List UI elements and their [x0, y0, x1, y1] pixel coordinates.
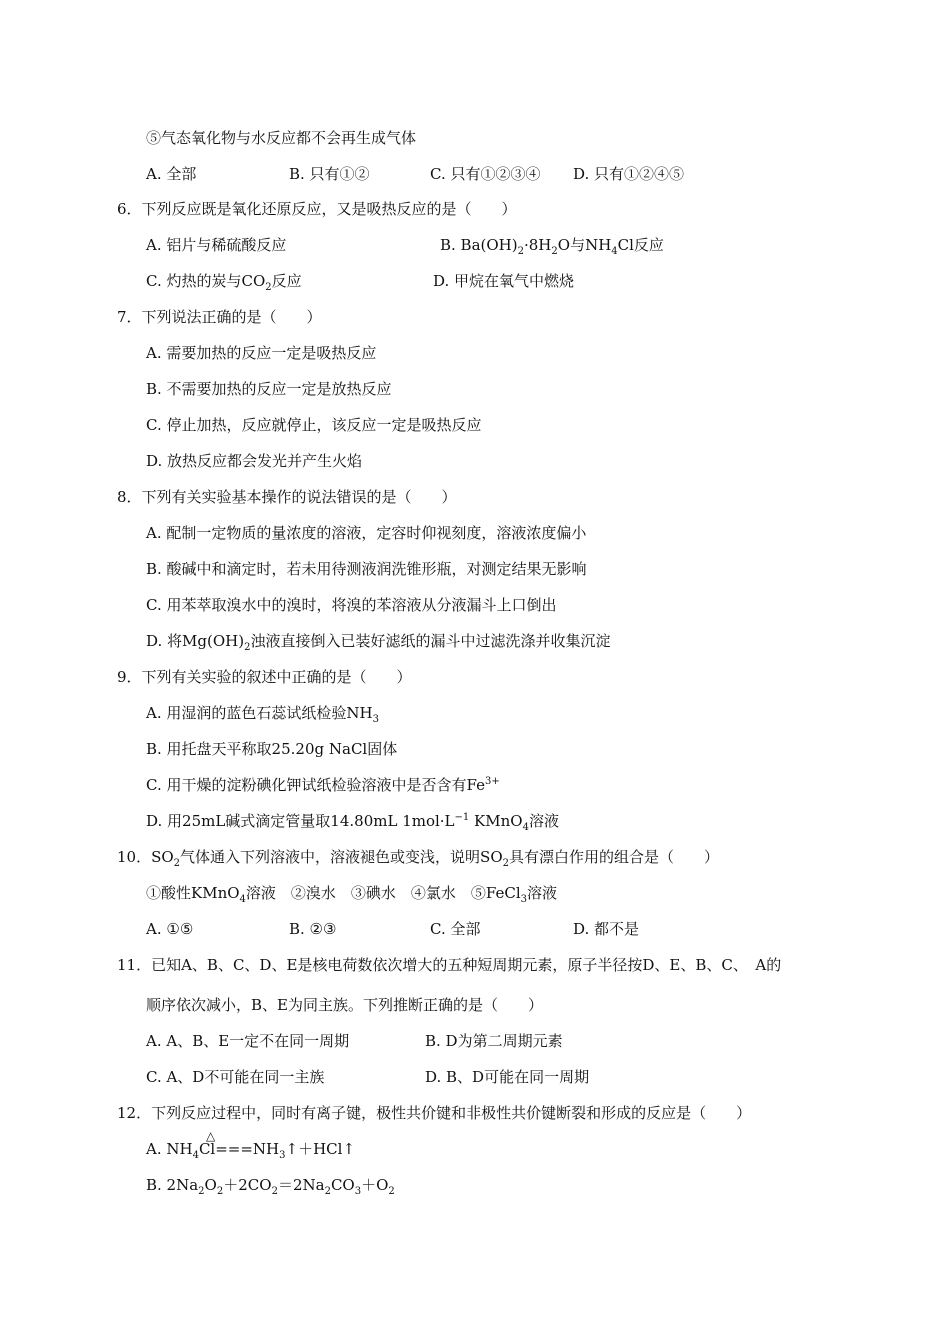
q8-option-a: A. 配制一定物质的量浓度的溶液，定容时仰视刻度，溶液浓度偏小: [146, 524, 587, 542]
q10-option-d: D. 都不是: [573, 920, 640, 938]
q12-stem: 12．下列反应过程中，同时有离子键，极性共价键和非极性共价键断裂和形成的反应是（ ）: [117, 1104, 752, 1122]
q5-option-b: B. 只有①②: [289, 165, 370, 183]
q9-stem: 9．下列有关实验的叙述中正确的是（ ）: [117, 668, 412, 686]
q11-stem-line-1: 11．已知A、B、C、D、E是核电荷数依次增大的五种短周期元素，原子半径按D、E、B、C、 A的: [117, 956, 782, 974]
q9-option-b: B. 用托盘天平称取25.20g NaCl固体: [146, 740, 398, 758]
q10-option-b: B. ②③: [289, 920, 337, 938]
q7-option-b: B. 不需要加热的反应一定是放热反应: [146, 380, 392, 398]
q5-item-5: ⑤气态氧化物与水反应都不会再生成气体: [146, 129, 417, 147]
q9-option-d: D. 用25mL碱式滴定管量取14.80mL $1mol\cdot L^{-1}$ KMnO$_4$溶液: [146, 812, 559, 833]
q11-option-c: C. A、D不可能在同一主族: [146, 1068, 325, 1086]
q11-stem-line-2: 顺序依次减小，B、E为同主族。下列推断正确的是（ ）: [146, 996, 543, 1014]
q10-option-a: A. ①⑤: [146, 920, 194, 938]
q8-option-b: B. 酸碱中和滴定时，若未用待测液润洗锥形瓶，对测定结果无影响: [146, 560, 587, 578]
q6-option-d: D. 甲烷在氧气中燃烧: [433, 272, 575, 290]
heat-symbol-icon: △: [206, 1129, 216, 1143]
q10-option-c: C. 全部: [430, 920, 481, 938]
q12-option-a: △ A. $NH_4Cl===NH_3↑+HCl↑$: [146, 1139, 355, 1159]
q7-option-d: D. 放热反应都会发光并产生火焰: [146, 452, 363, 470]
q6-option-c: C. 灼热的炭与$CO_2$反应: [146, 272, 302, 293]
q5-option-c: C. 只有①②③④: [430, 165, 541, 183]
q6-option-a: A. 铝片与稀硫酸反应: [146, 236, 287, 254]
q5-option-a: A. 全部: [146, 165, 197, 183]
q11-option-a: A. A、B、E一定不在同一周期: [146, 1032, 350, 1050]
q7-stem: 7．下列说法正确的是（ ）: [117, 308, 322, 326]
q5-option-d: D. 只有①②④⑤: [573, 165, 685, 183]
q6-stem: 6．下列反应既是氧化还原反应，又是吸热反应的是（ ）: [117, 200, 517, 218]
q11-option-b: B. D为第二周期元素: [425, 1032, 563, 1050]
q7-option-c: C. 停止加热，反应就停止，该反应一定是吸热反应: [146, 416, 482, 434]
q6-option-b: B. $Ba(OH)_2\cdot 8H_2O$与$NH_4Cl$反应: [440, 236, 664, 257]
q9-option-c: C. 用干燥的淀粉碘化钾试纸检验溶液中是否含有$Fe^{3+}$: [146, 776, 500, 794]
q7-option-a: A. 需要加热的反应一定是吸热反应: [146, 344, 377, 362]
q10-stem: 10．$SO_2$气体通入下列溶液中，溶液褪色或变浅，说明$SO_2$具有漂白作用的组合是（ ）: [117, 848, 720, 869]
q8-stem: 8．下列有关实验基本操作的说法错误的是（ ）: [117, 488, 457, 506]
q9-option-a: A. 用湿润的蓝色石蕊试纸检验$NH_3$: [146, 704, 379, 725]
q8-option-d: D. 将$Mg(OH)_2$浊液直接倒入已装好滤纸的漏斗中过滤洗涤并收集沉淀: [146, 632, 611, 653]
q12-option-b: B. $2Na_2O_2+2CO_2=2Na_2CO_3+O_2$: [146, 1176, 395, 1197]
q11-option-d: D. B、D可能在同一周期: [425, 1068, 590, 1086]
q10-items: ①酸性KMnO$_4$溶液 ②溴水 ③碘水 ④氯水 ⑤FeCl$_3$溶液: [146, 884, 558, 905]
q8-option-c: C. 用苯萃取溴水中的溴时，将溴的苯溶液从分液漏斗上口倒出: [146, 596, 557, 614]
